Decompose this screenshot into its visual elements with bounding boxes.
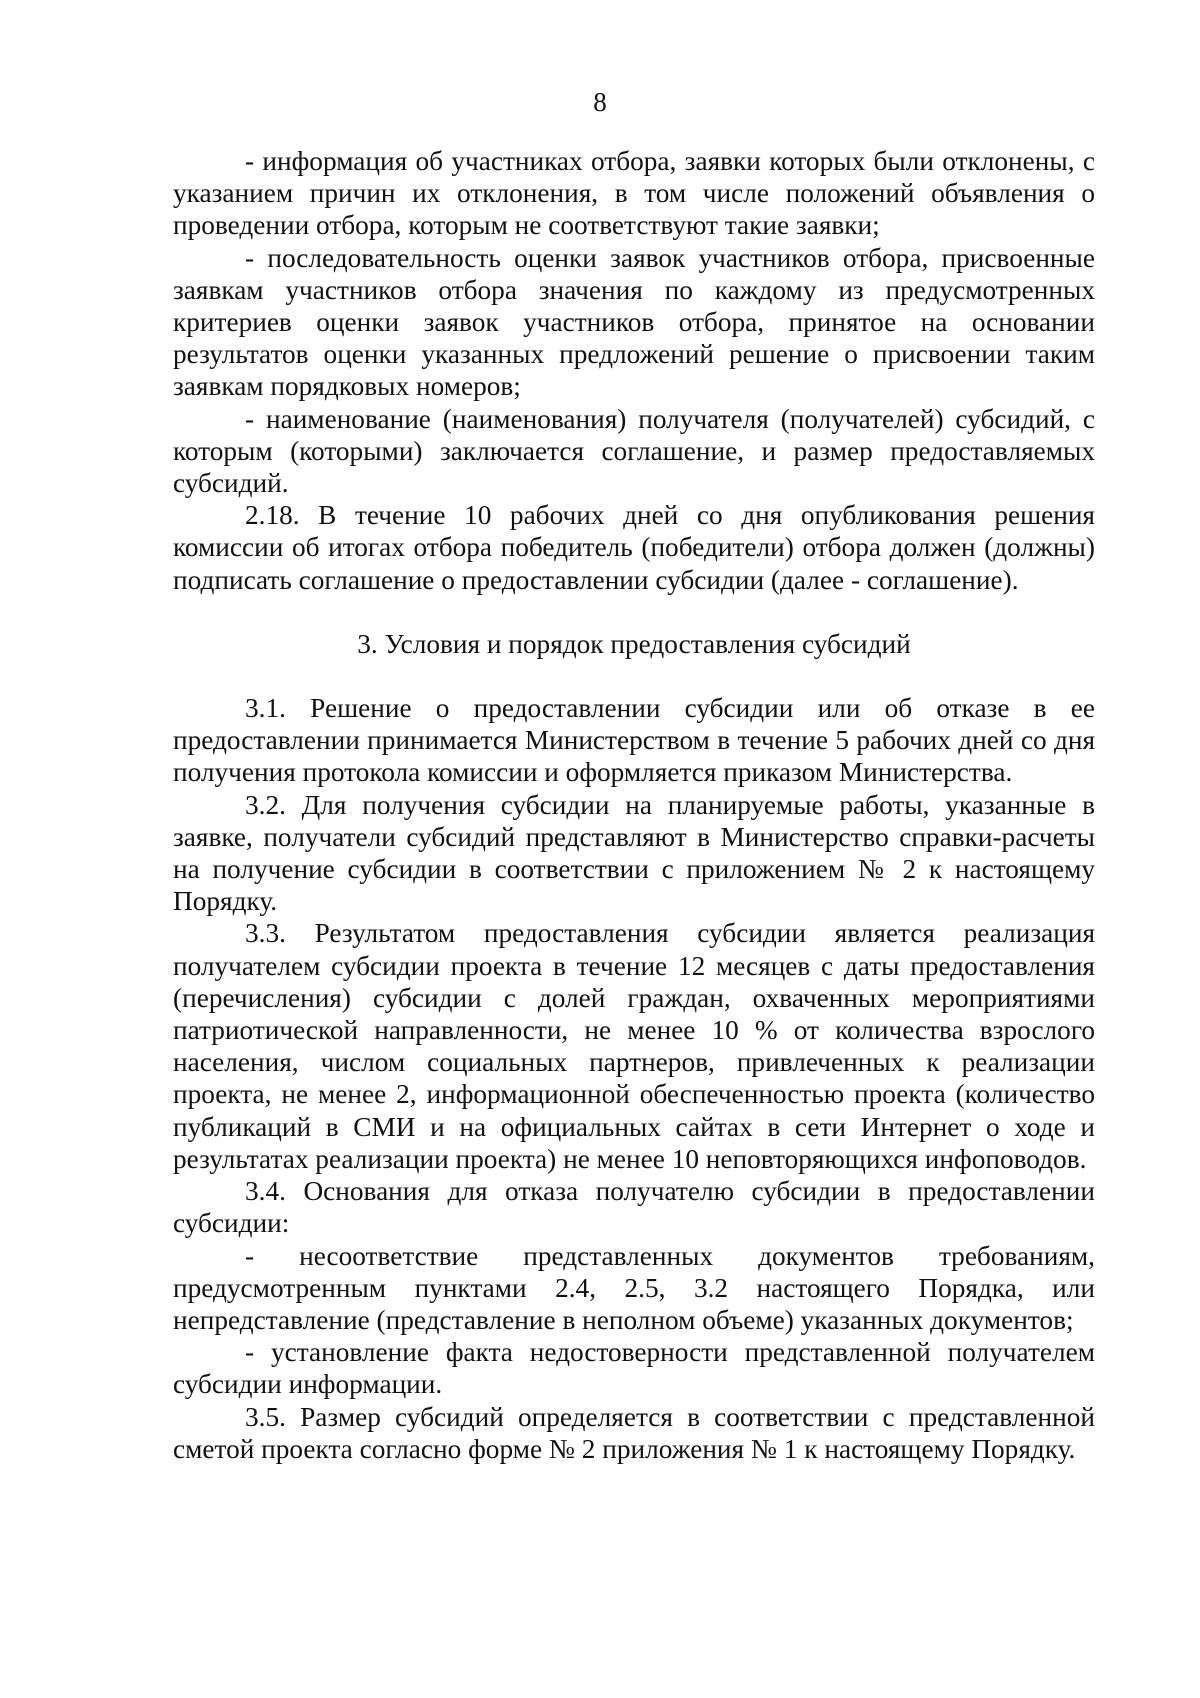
paragraph-3-1: 3.1. Решение о предоставлении субсидии или об отказе в ее предоставлении принимается Министерством в течение 5 рабочих дней со дня получения протокола комиссии и оформляется приказом Министерства. <box>173 693 1095 788</box>
paragraph-3-4-item-unreliable-info: - установление факта недостоверности представленной получателем субсидии информации. <box>173 1337 1095 1400</box>
paragraph-3-4-item-documents: - несоответствие представленных документов требованиям, предусмотренным пунктами 2.4, 2.5, 3.2 настоящего Порядка, или непредставление (представление в неполном объеме) указанных документов; <box>173 1240 1095 1335</box>
paragraph-3-3: 3.3. Результатом предоставления субсидии является реализация получателем субсидии проекта в течение 12 месяцев с даты предоставления (перечисления) субсидии с долей граждан, охваченных мероприятиями патриотической направленности, не менее 10 % от количества взрослого населения, числом социальных партнеров, привлеченных к реализации проекта, не менее 2, информационной обеспеченностью проекта (количество публикаций в СМИ и на официальных сайтах в сети Интернет о ходе и результатах реализации проекта) не менее 10 неповторяющихся инфоповодов. <box>173 918 1095 1174</box>
paragraph-recipient-name: - наименование (наименования) получателя (получателей) субсидий, с которым (которыми) заключается соглашение, и размер предоставляемых субсидий. <box>173 403 1095 499</box>
paragraph-evaluation-sequence: - последовательность оценки заявок участников отбора, присвоенные заявкам участников отбора значения по каждому из предусмотренных критериев оценки заявок участников отбора, принятое на основании результатов оценки указанных предложений решение о присвоении таким заявкам порядковых номеров; <box>173 242 1095 402</box>
paragraph-3-5: 3.5. Размер субсидий определяется в соответствии с представленной сметой проекта согласно форме № 2 приложения № 1 к настоящему Порядку. <box>173 1401 1095 1464</box>
paragraph-rejected-participants-info: - информация об участниках отбора, заявки которых были отклонены, с указанием причин их отклонения, в том числе положений объявления о проведении отбора, которым не соответствуют такие заявки; <box>173 146 1095 241</box>
page-number: 8 <box>593 87 607 117</box>
paragraph-2-18: 2.18. В течение 10 рабочих дней со дня опубликования решения комиссии об итогах отбора победитель (победители) отбора должен (должны) подписать соглашение о предоставлении субсидии (далее - соглашение). <box>173 500 1095 595</box>
paragraph-3-4: 3.4. Основания для отказа получателю субсидии в предоставлении субсидии: <box>173 1176 1095 1239</box>
document-body <box>173 145 1095 1465</box>
paragraph-3-2: 3.2. Для получения субсидии на планируемые работы, указанные в заявке, получатели субсидий представляют в Министерство справки-расчеты на получение субсидии в соответствии с приложением № 2 к настоящему Порядку. <box>173 789 1095 917</box>
section-title: 3. Условия и порядок предоставления субсидий <box>357 628 911 659</box>
